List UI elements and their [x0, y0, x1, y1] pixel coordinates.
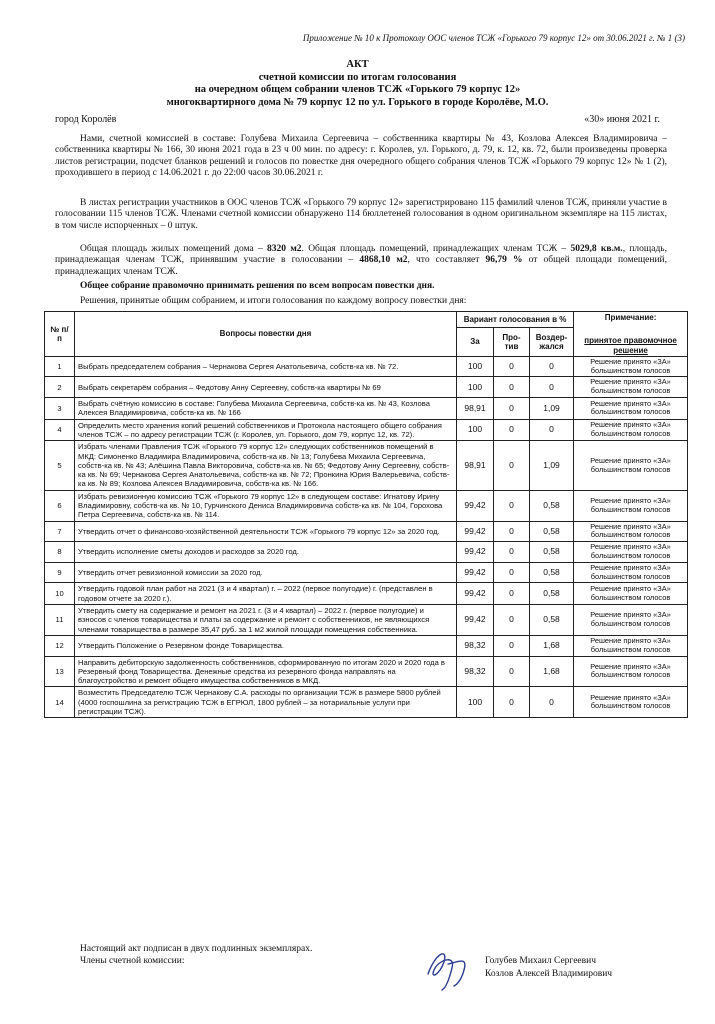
table-row: [45, 583, 688, 605]
table-row: [45, 377, 688, 398]
header-for: За: [457, 328, 494, 357]
row-note: Решение принято «ЗА» большинством голосов: [574, 656, 688, 687]
row-abstain: 0,58: [530, 490, 574, 521]
header-question: Вопросы повестки дня: [75, 312, 457, 357]
header-num: № п/п: [45, 312, 75, 357]
city: город Королёв: [55, 114, 117, 125]
table-row: [45, 441, 688, 490]
paragraph-quorum: Общее собрание правомочно принимать решения по всем вопросам повестки дня.: [80, 281, 435, 291]
row-question: Утвердить отчет ревизионной комиссии за 2020 год.: [75, 562, 457, 583]
row-against: 0: [494, 605, 530, 636]
row-abstain: 1,09: [530, 441, 574, 490]
paragraph-registration: В листах регистрации участников в ООС членов ТСЖ «Горького 79 корпус 12» зарегистрировано 115 фамилий членов ТСЖ, приняли участие в голосовании 115 членов ТСЖ. Членами счетной комиссии обнаружено 114 бюллетеней голосования в одном оригинальном экземпляре на 115 листах, в том числе испорченных – 0 штук.: [55, 198, 667, 231]
row-abstain: 0: [530, 687, 574, 718]
voting-table: [44, 311, 688, 718]
row-abstain: 0,58: [530, 562, 574, 583]
footer-members-label: Члены счетной комиссии:: [80, 956, 185, 966]
row-number: 13: [45, 656, 75, 687]
row-note: Решение принято «ЗА» большинством голосов: [574, 441, 688, 490]
table-row: [45, 398, 688, 420]
table-row: [45, 635, 688, 656]
row-number: 10: [45, 583, 75, 605]
row-question: Определить место хранения копий решений собственников и Протокола настоящего общего собрания членов ТСЖ – по адресу регистрации ТСЖ (г. Королев, ул. Горького, дом 79, корпус 12, кв. 72).: [75, 419, 457, 441]
row-question: Утвердить Положение о Резервном фонде Товарищества.: [75, 635, 457, 656]
table-row: [45, 490, 688, 521]
row-abstain: 0,58: [530, 521, 574, 542]
row-against: 0: [494, 635, 530, 656]
row-abstain: 0: [530, 419, 574, 441]
row-for: 100: [457, 377, 494, 398]
table-row: [45, 419, 688, 441]
voting-table-body: [45, 356, 688, 717]
act-subtitle: счетной комиссии по итогам голосования: [258, 72, 457, 83]
row-abstain: 0,58: [530, 605, 574, 636]
row-for: 98,91: [457, 398, 494, 420]
members-area: 5029,8 кв.м.: [570, 244, 623, 254]
row-against: 0: [494, 490, 530, 521]
area-text: . Общая площадь помещений, принадлежащих членам ТСЖ –: [301, 244, 571, 254]
row-question: Утвердить исполнение сметы доходов и расходов за 2020 год.: [75, 542, 457, 563]
row-question: Направить дебиторскую задолженность собственников, сформированную по итогам 2020 и 2020 года в Резервный фонд Товарищества. Денежные средства из резервного фонда направлять на благоустройство и ремонт общего имущества собственников в МКД.: [75, 656, 457, 687]
header-abstain: Воздер-жался: [530, 328, 574, 357]
row-against: 0: [494, 656, 530, 687]
row-note: Решение принято «ЗА» большинством голосов: [574, 635, 688, 656]
row-for: 98,32: [457, 656, 494, 687]
table-row: [45, 356, 688, 377]
row-note: Решение принято «ЗА» большинством голосов: [574, 490, 688, 521]
act-title: АКТ: [346, 59, 369, 70]
row-for: 99,42: [457, 521, 494, 542]
row-number: 2: [45, 377, 75, 398]
row-question: Избрать членами Правления ТСЖ «Горького 79 корпус 12» следующих собственников помещений в МКД: Симоненко Владимира Владимировича, собств-ка кв. № 13; Голубева Михаила Сергеевича, собств-ка кв. № 43; Алёшина Павла Викторовича, собств-ка кв. № 65; Федотову Анну Сергеевну, собств-ка кв. № 69; Чернакова Сергея Анатольевича, собств-ка кв. № 72; Пронкина Юрия Валерьевича, собств-ка кв. № 89; Козлова Алексея Владимировича, собств-ка кв. № 166.: [75, 441, 457, 490]
row-question: Утвердить отчет о финансово-хозяйственной деятельности ТСЖ «Горького 79 корпус 12» за 2020 год.: [75, 521, 457, 542]
row-note: Решение принято «ЗА» большинством голосов: [574, 542, 688, 563]
row-abstain: 0: [530, 356, 574, 377]
row-against: 0: [494, 377, 530, 398]
quorum-percent: 96,79 %: [485, 255, 523, 266]
row-for: 98,91: [457, 441, 494, 490]
act-meeting: на очередном общем собрании членов ТСЖ «Горького 79 корпус 12»: [194, 84, 521, 95]
table-row: [45, 521, 688, 542]
row-number: 12: [45, 635, 75, 656]
row-against: 0: [494, 583, 530, 605]
member-kozlov: Козлов Алексей Владимирович: [485, 969, 613, 979]
row-for: 99,42: [457, 605, 494, 636]
area-text: , что составляет: [407, 255, 486, 266]
table-row: [45, 656, 688, 687]
row-number: 9: [45, 562, 75, 583]
row-against: 0: [494, 521, 530, 542]
row-question: Утвердить смету на содержание и ремонт на 2021 г. (3 и 4 квартал) – 2022 г. (первое полугодие) и взносов с членов товарищества и платы за содержание и ремонт с собственников, не являющихся членами товарищества в размере 35,47 руб. за 1 м2 жилой площади помещения собственника.: [75, 605, 457, 636]
table-row: [45, 605, 688, 636]
header-against: Про-тив: [494, 328, 530, 357]
row-note: Решение принято «ЗА» большинством голосов: [574, 521, 688, 542]
row-note: Решение принято «ЗА» большинством голосов: [574, 356, 688, 377]
row-for: 100: [457, 356, 494, 377]
table-row: [45, 687, 688, 718]
row-for: 99,42: [457, 542, 494, 563]
row-against: 0: [494, 356, 530, 377]
row-against: 0: [494, 441, 530, 490]
row-number: 5: [45, 441, 75, 490]
row-note: Решение принято «ЗА» большинством голосов: [574, 398, 688, 420]
row-question: Утвердить годовой план работ на 2021 (3 и 4 квартал) г. – 2022 (первое полугодие) г. (представлен в годовом отчете за 2020 г.).: [75, 583, 457, 605]
act-address: многоквартирного дома № 79 корпус 12 по ул. Горького в городе Королёве, М.О.: [166, 97, 549, 108]
row-against: 0: [494, 687, 530, 718]
row-number: 1: [45, 356, 75, 377]
row-note: Решение принято «ЗА» большинством голосов: [574, 687, 688, 718]
row-against: 0: [494, 398, 530, 420]
row-number: 3: [45, 398, 75, 420]
voted-area: 4868,10 м2: [359, 255, 408, 266]
row-for: 100: [457, 419, 494, 441]
area-text: Общая площадь жилых помещений дома –: [80, 244, 268, 254]
paragraph-area: [55, 244, 667, 278]
row-note: Решение принято «ЗА» большинством голосов: [574, 605, 688, 636]
paragraph-decisions: Решения, принятые общим собранием, и итоги голосования по каждому вопросу повестки дня:: [80, 296, 467, 306]
row-for: 98,32: [457, 635, 494, 656]
row-question: Выбрать счётную комиссию в составе: Голубева Михаила Сергеевича, собств-ка кв. № 43, Козлова Алексея Владимировича, собств-ка кв. № 166: [75, 398, 457, 420]
header-note-title: Примечание:: [604, 313, 657, 322]
row-against: 0: [494, 419, 530, 441]
area-text: от общей площади помещений, принадлежащих членам ТСЖ.: [55, 255, 667, 277]
row-for: 99,42: [457, 583, 494, 605]
member-golubev: Голубев Михаил Сергеевич: [485, 956, 596, 966]
area-text: , площадь, принадлежащая членам ТСЖ, принявшим участие в голосовании –: [55, 244, 667, 266]
row-number: 14: [45, 687, 75, 718]
header-variant: Вариант голосования в %: [457, 312, 574, 328]
row-against: 0: [494, 542, 530, 563]
header-note: [574, 312, 688, 357]
row-for: 99,42: [457, 490, 494, 521]
row-abstain: 0,58: [530, 542, 574, 563]
appendix-note: Приложение № 10 к Протоколу ООС членов ТСЖ «Горького 79 корпус 12» от 30.06.2021 г. № 1 (3): [302, 33, 685, 43]
row-for: 100: [457, 687, 494, 718]
paragraph-commission: Нами, счетной комиссией в составе: Голубева Михаила Сергеевича – собственника квартиры № 43, Козлова Алексея Владимировича – собственника квартиры № 166, 30 июня 2021 года в 23 ч 00 мин. по адресу: г. Королев, ул. Горького, д. 79, к. 12, кв. 72, были произведены проверка листов регистрации, подсчет бланков решений и голосов по повестке дня очередного общего собрания членов ТСЖ «Горького 79 корпус 12» № 1 (2), проходившего в период с 14.06.2021 г. до 22:00 часов 30.06.2021 г.: [55, 134, 667, 178]
row-question: Возместить Председателю ТСЖ Чернакову С.А. расходы по организации ТСЖ в размере 5800 рублей (4000 госпошлина за регистрацию ТСЖ в ЕГРЮЛ, 1800 рублей – за нотариальные услуги при регистрации ТСЖ).: [75, 687, 457, 718]
row-note: Решение принято «ЗА» большинством голосов: [574, 377, 688, 398]
signature-icon: [418, 944, 488, 992]
act-date: «30» июня 2021 г.: [584, 114, 660, 125]
row-abstain: 0,58: [530, 583, 574, 605]
row-question: Избрать ревизионную комиссию ТСЖ «Горького 79 корпус 12» в следующем составе: Игнатову Ирину Владимировну, собств-ка кв. № 10, Гурчинского Дениса Владимировича собств-ка кв. № 104, Горохова Петра Сергеевича, собств-ка кв. № 114.: [75, 490, 457, 521]
row-abstain: 1,68: [530, 635, 574, 656]
header-note-sub: принятое правомочное решение: [584, 336, 677, 355]
row-for: 99,42: [457, 562, 494, 583]
row-abstain: 1,09: [530, 398, 574, 420]
table-row: [45, 562, 688, 583]
row-question: Выбрать председателем собрания – Чернакова Сергея Анатольевича, собств-ка кв. № 72.: [75, 356, 457, 377]
row-note: Решение принято «ЗА» большинством голосов: [574, 562, 688, 583]
row-abstain: 0: [530, 377, 574, 398]
row-note: Решение принято «ЗА» большинством голосов: [574, 419, 688, 441]
row-number: 4: [45, 419, 75, 441]
row-abstain: 1,68: [530, 656, 574, 687]
row-against: 0: [494, 562, 530, 583]
row-number: 11: [45, 605, 75, 636]
row-number: 6: [45, 490, 75, 521]
row-note: Решение принято «ЗА» большинством голосов: [574, 583, 688, 605]
footer-copies: Настоящий акт подписан в двух подлинных экземплярах.: [80, 944, 313, 954]
row-number: 7: [45, 521, 75, 542]
row-question: Выбрать секретарём собрания – Федотову Анну Сергеевну, собств-ка квартиры № 69: [75, 377, 457, 398]
row-number: 8: [45, 542, 75, 563]
table-row: [45, 542, 688, 563]
total-area: 8320 м2: [267, 244, 302, 254]
